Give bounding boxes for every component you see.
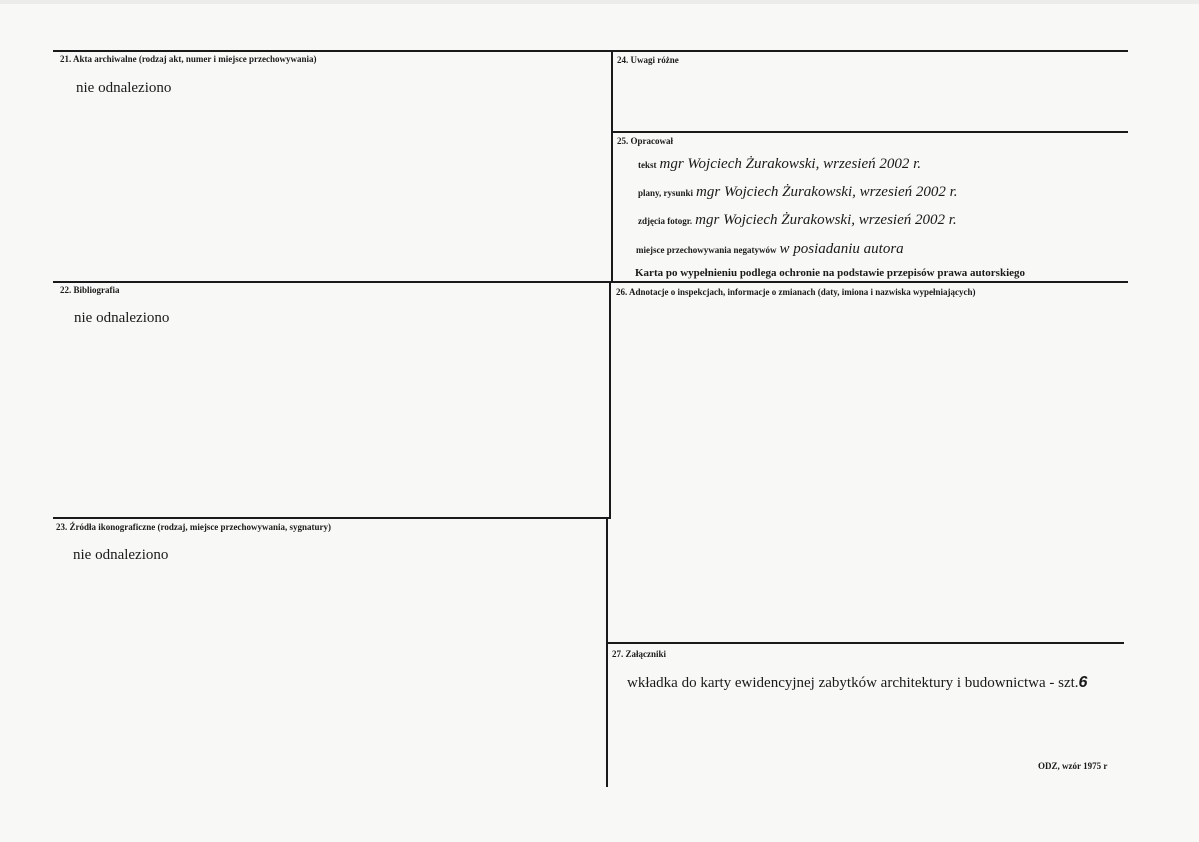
section-25-row-plans — [638, 184, 958, 200]
rule-23-top — [53, 517, 609, 519]
section-27-heading: 27. Załączniki — [612, 649, 667, 659]
attachment-line — [627, 675, 1087, 691]
row-value: w posiadaniu autora — [779, 241, 904, 257]
row-label: miejsce przechowywania negatywów — [636, 245, 777, 255]
page-top-edge — [0, 0, 1199, 4]
section-23-heading: 23. Źródła ikonograficzne (rodzaj, miejsce przechowywania, sygnatury) — [56, 522, 332, 532]
row-value: mgr Wojciech Żurakowski, wrzesień 2002 r. — [659, 156, 922, 172]
rule-mid-right — [611, 281, 1128, 283]
section-25-row-negatives — [636, 241, 904, 257]
rule-top-left — [53, 50, 611, 52]
rule-vertical-lower — [606, 519, 608, 787]
section-25-row-photos — [638, 212, 957, 228]
section-26-heading: 26. Adnotacje o inspekcjach, informacje o zmianach (daty, imiona i nazwiska wypełniających) — [616, 287, 976, 297]
section-21-value: nie odnaleziono — [76, 80, 172, 96]
section-22-heading: 22. Bibliografia — [60, 285, 120, 295]
section-25-row-text — [638, 156, 921, 172]
rule-vertical-mid — [609, 283, 611, 519]
rule-27-top — [607, 642, 1124, 644]
section-25-heading: 25. Opracował — [617, 136, 673, 146]
rule-top-right — [611, 50, 1128, 52]
row-value: mgr Wojciech Żurakowski, wrzesień 2002 r. — [696, 184, 958, 200]
form-version-footer: ODZ, wzór 1975 r — [1038, 761, 1108, 771]
rule-mid-left — [53, 281, 611, 283]
rule-25-top — [611, 131, 1128, 133]
section-24-heading: 24. Uwagi różne — [617, 55, 679, 65]
rule-vertical-upper — [611, 50, 613, 283]
row-label: plany, rysunki — [638, 188, 694, 198]
row-value: mgr Wojciech Żurakowski, wrzesień 2002 r. — [695, 212, 957, 228]
attachment-text: wkładka do karty ewidencyjnej zabytków architektury i budownictwa - szt. — [627, 675, 1079, 691]
section-21-heading: 21. Akta archiwalne (rodzaj akt, numer i miejsce przechowywania) — [60, 54, 317, 64]
row-label: tekst — [638, 160, 657, 170]
copyright-notice: Karta po wypełnieniu podlega ochronie na podstawie przepisów prawa autorskiego — [635, 267, 1026, 279]
attachment-count: 6 — [1078, 674, 1088, 691]
section-22-value: nie odnaleziono — [74, 310, 170, 326]
row-label: zdjęcia fotogr. — [638, 216, 693, 226]
section-23-value: nie odnaleziono — [73, 547, 169, 563]
